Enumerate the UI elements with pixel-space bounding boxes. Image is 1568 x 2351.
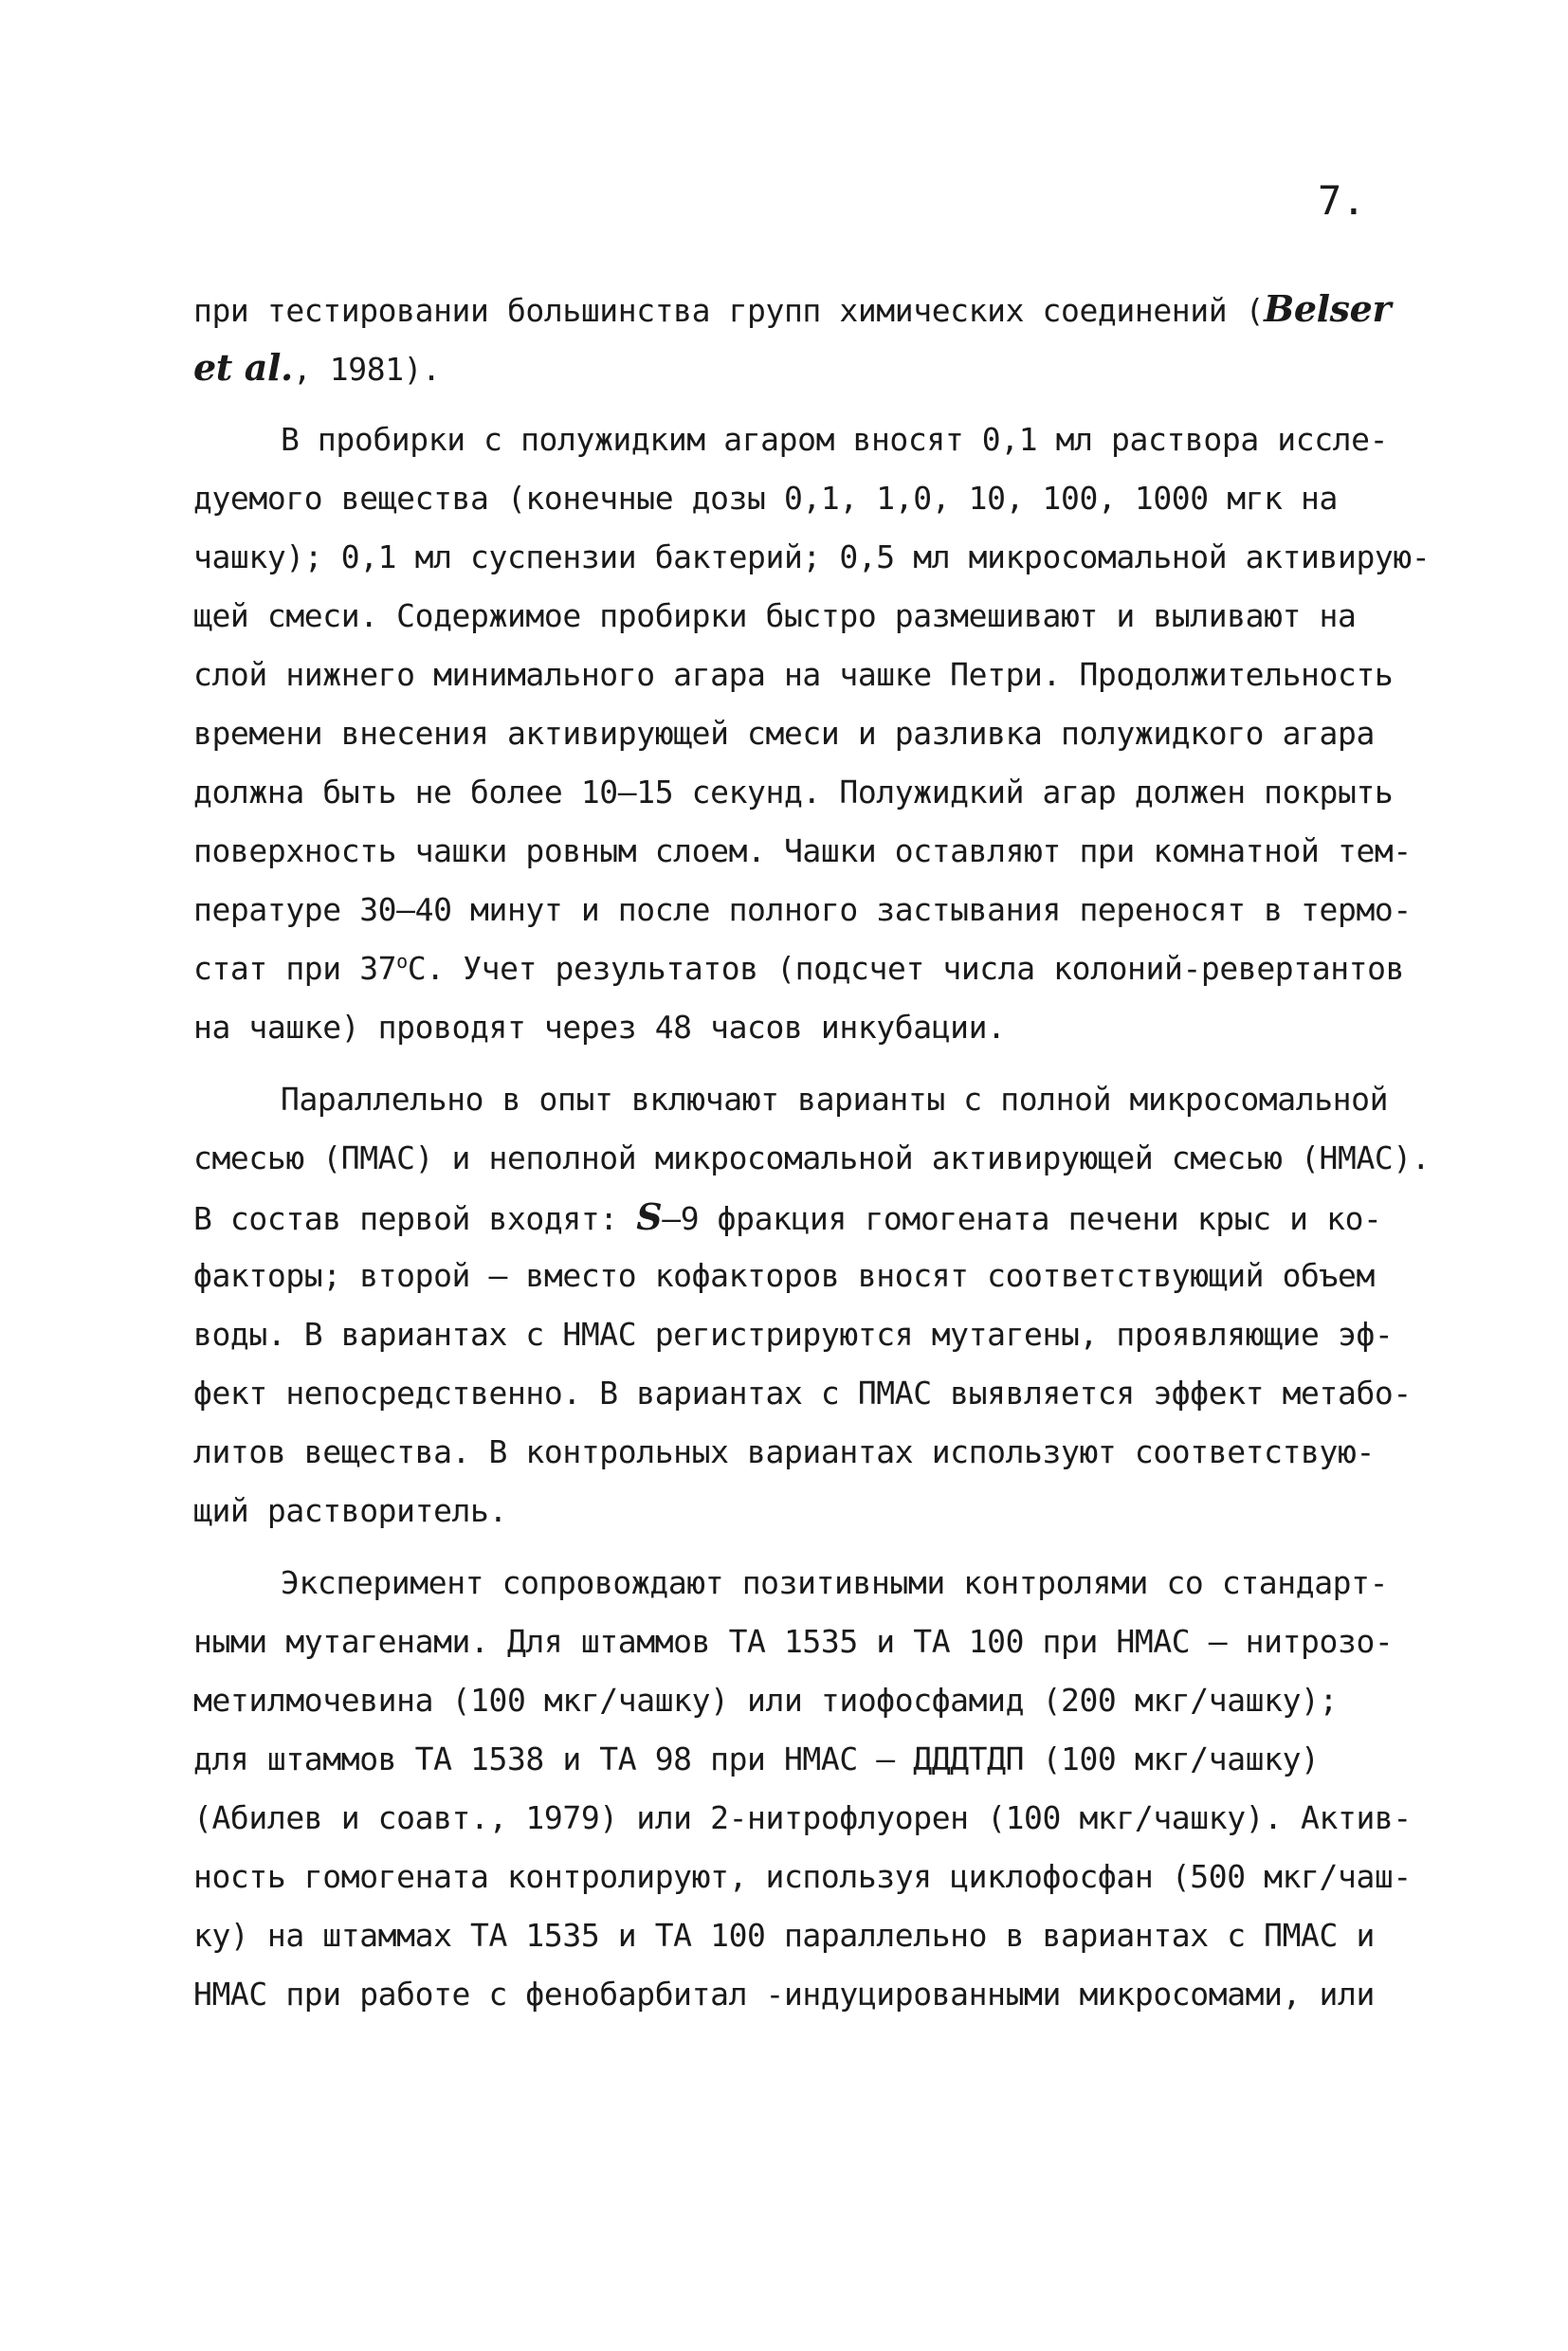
text-line: литов вещества. В контрольных вариантах используют соответствую- [193,1433,1375,1470]
text-line: et al., 1981). [193,346,441,389]
text-line: пературе 30–40 минут и после полного застывания переносят в термо- [193,891,1412,928]
text-line: щий растворитель. [193,1492,507,1529]
text-line: ку) на штаммах ТА 1535 и ТА 100 параллельно в вариантах с ПМАС и [193,1917,1375,1954]
text-line: В пробирки с полужидким агаром вносят 0,1 мл раствора иссле- [281,421,1389,458]
text-line: (Абилев и соавт., 1979) или 2-нитрофлуорен (100 мкг/чашку). Актив- [193,1799,1412,1836]
text-line: ными мутагенами. Для штаммов ТА 1535 и ТА 100 при НМАС – нитрозо- [193,1623,1394,1660]
text-line: чашку); 0,1 мл суспензии бактерий; 0,5 мл микросомальной активирую- [193,538,1431,575]
text-line: В состав первой входят: S–9 фракция гомогената печени крыс и ко- [193,1195,1382,1238]
text-line: факторы; второй – вместо кофакторов вносят соответствующий объем [193,1257,1375,1294]
text-line: стат при $37^оС$. Учет результатов (подсчет числа колоний-ревертантов [193,950,1405,987]
page-number: 7. [1318,177,1366,224]
text-line: должна быть не более 10–15 секунд. Полужидкий агар должен покрыть [193,774,1394,811]
body-text [193,280,1431,2024]
text-line: поверхность чашки ровным слоем. Чашки оставляют при комнатной тем- [193,832,1412,869]
degree-superscript: о [396,950,408,973]
text-line: смесью (ПМАС) и неполной микросомальной активирующей смесью (НМАС). [193,1139,1431,1176]
text-line: фект непосредственно. В вариантах с ПМАС выявляется эффект метабо- [193,1375,1412,1412]
text-line: воды. В вариантах с НМАС регистрируются мутагены, проявляющие эф- [193,1316,1394,1353]
text-line: слой нижнего минимального агара на чашке Петри. Продолжительность [193,656,1394,693]
handwritten-author: Belser [1264,287,1392,330]
text-line: времени внесения активирующей смеси и разливка полужидкого агара [193,715,1375,752]
text-line: при тестировании большинства групп химических соединений (Belser [193,287,1392,330]
text-line: метилмочевина (100 мкг/чашку) или тиофосфамид (200 мкг/чашку); [193,1682,1338,1719]
text-line: НМАС при работе с фенобарбитал -индуцированными микросомами, или [193,1976,1375,2013]
text-line: Параллельно в опыт включают варианты с полной микросомальной [281,1081,1389,1118]
handwritten-s: S [636,1195,663,1238]
handwritten-et-al: et al. [193,346,293,389]
text-line: для штаммов ТА 1538 и ТА 98 при НМАС – ДДДТДП (100 мкг/чашку) [193,1740,1320,1777]
text-line: на чашке) проводят через 48 часов инкубации. [193,1009,1006,1046]
text-line: Эксперимент сопровождают позитивными контролями со стандарт- [281,1564,1389,1601]
text-line: ность гомогената контролируют, используя циклофосфан (500 мкг/чаш- [193,1858,1412,1895]
text-line: дуемого вещества (конечные дозы 0,1, 1,0, 10, 100, 1000 мгк на [193,480,1338,517]
text-line: щей смеси. Содержимое пробирки быстро размешивают и выливают на [193,597,1357,634]
